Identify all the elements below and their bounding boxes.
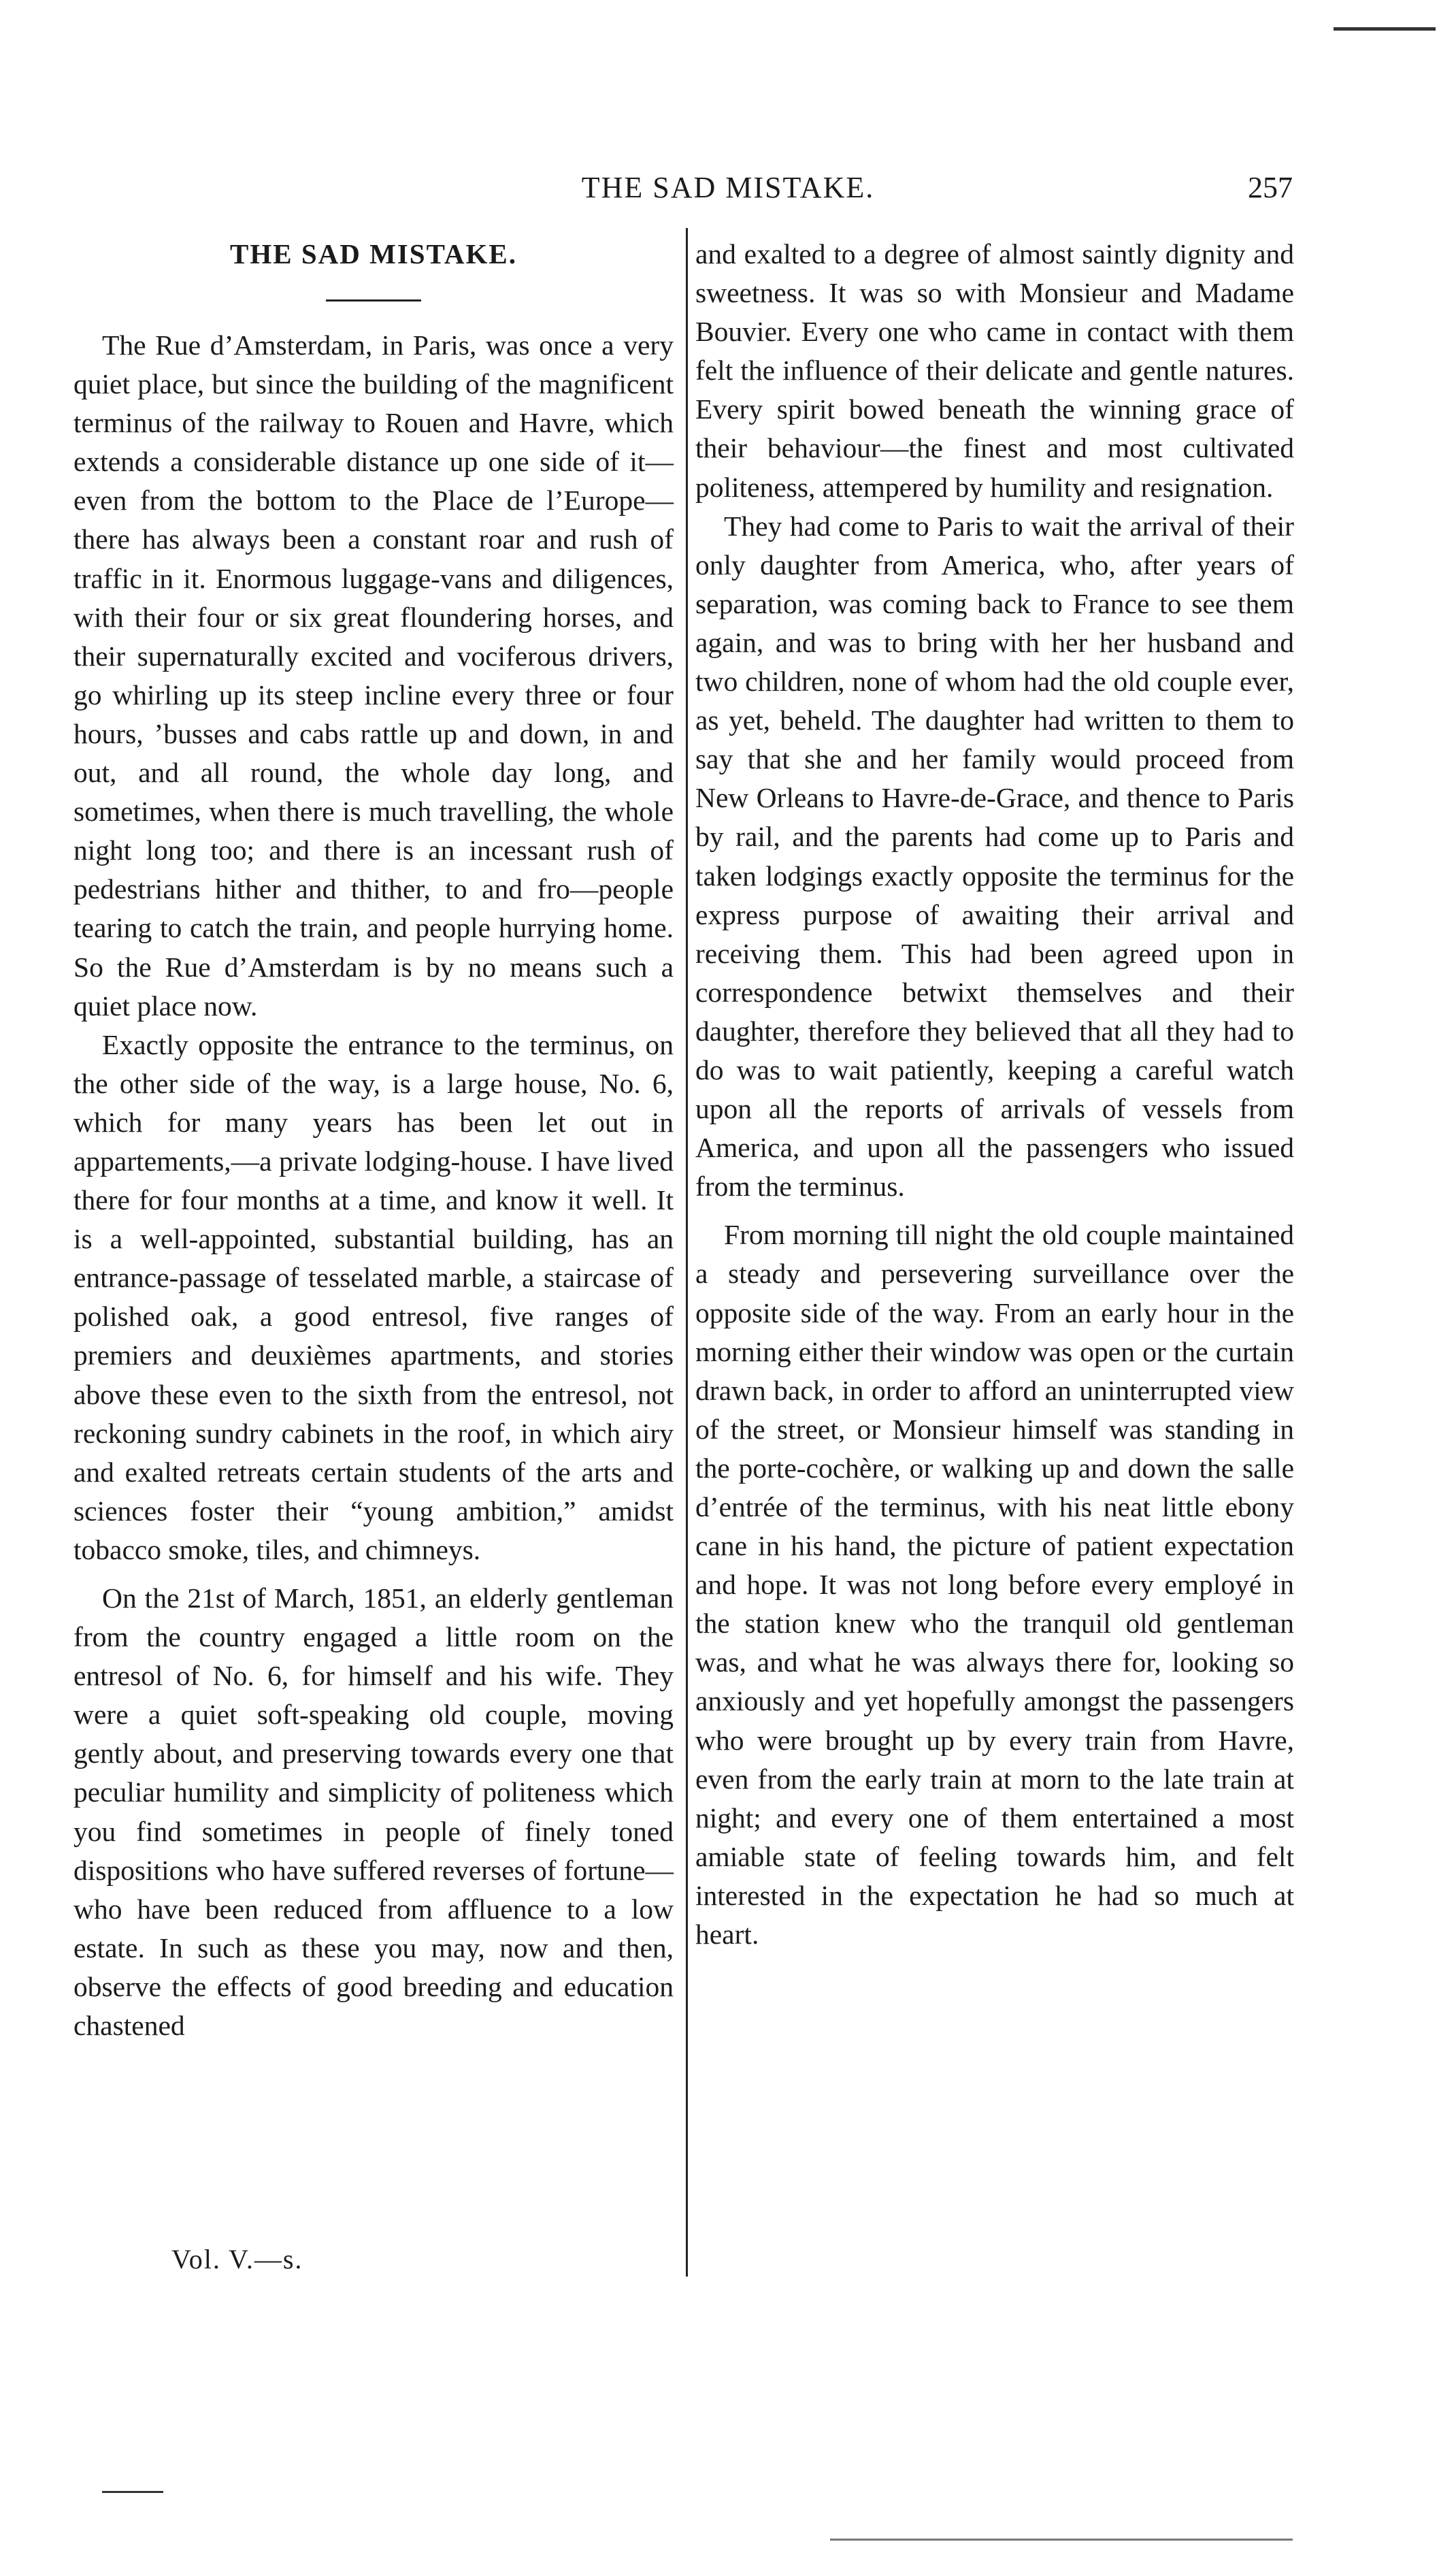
scan-smudge-top: [1334, 27, 1436, 31]
page-number: 257: [1248, 171, 1293, 204]
right-column: [695, 235, 1294, 1954]
paragraph-continued: and exalted to a degree of almost saintly dignity and sweetness. It was so with Monsieur and Madame Bouvier. Every one who came in contact with them felt the influence of their delicate and gentle natures. Every spirit bowed beneath the winning grace of their behaviour—the finest and most cultivated politeness, attempered by humility and resignation.: [695, 238, 1294, 503]
paragraph: On the 21st of March, 1851, an elderly gentleman from the country engaged a little room on the entresol of No. 6, for himself and his wife. They were a quiet soft-speaking old couple, moving gently about, and preserving towards every one that peculiar humility and simplicity of politeness which you find sometimes in people of finely toned dispositions who have suffered reverses of fortune—who have been reduced from affluence to a low estate. In such as these you may, now and then, observe the effects of good breeding and education chastened: [73, 1582, 674, 2042]
left-column: [73, 235, 674, 2045]
title-rule: [326, 299, 421, 301]
paragraph: Exactly opposite the entrance to the terminus, on the other side of the way, is a large house, No. 6, which for many years has been let out in appartements,—a private lodging-house. I have lived there for four months at a time, and know it well. It is a well-appointed, substantial building, has an entrance-passage of tesselated marble, a staircase of polished oak, a good entresol, five ranges of premiers and deuxièmes apartments, and stories above these even to the sixth from the entresol, not reckoning sundry cabinets in the roof, in which airy and exalted retreats certain students of the arts and sciences foster their “young ambition,” amidst tobacco smoke, tiles, and chimneys.: [73, 1028, 674, 1565]
paragraph: They had come to Paris to wait the arrival of their only daughter from America, who, after years of separation, was coming back to France to see them again, and was to bring with her her husband and two children, none of whom had the old couple ever, as yet, beheld. The daughter had written to them to say that she and her family would proceed from New Orleans to Havre-de-Grace, and thence to Paris by rail, and the parents had come up to Paris and taken lodgings exactly opposite the terminus for the express purpose of awaiting their arrival and receiving them. This had been agreed upon in correspondence betwixt themselves and their daughter, therefore they believed that all they had to do was to wait patiently, keeping a careful watch upon all the reports of arrivals of vessels from America, and upon all the passengers who issued from the terminus.: [695, 510, 1294, 1203]
scan-mark-bottom-right: [830, 2539, 1293, 2541]
article-title: THE SAD MISTAKE.: [230, 238, 517, 270]
paragraph: The Rue d’Amsterdam, in Paris, was once a very quiet place, but since the building of the magnificent terminus of the railway to Rouen and Havre, which extends a considerable distance up one side of it—even from the bottom to the Place de l’Europe—there has always been a constant roar and rush of traffic in it. Enormous luggage-vans and diligences, with their four or six great floundering horses, and their supernaturally excited and vociferous drivers, go whirling up its steep incline every three or four hours, ’busses and cabs rattle up and down, in and out, and all round, the whole day long, and sometimes, when there is much travelling, the whole night long too; and there is an incessant rush of pedestrians hither and thither, to and fro—people tearing to catch the train, and people hurrying home. So the Rue d’Amsterdam is by no means such a quiet place now.: [73, 329, 674, 1022]
running-head: [163, 170, 1293, 218]
paragraph: From morning till night the old couple maintained a steady and persevering surveillance over the opposite side of the way. From an early hour in the morning either their window was open or the curtain drawn back, in order to afford an uninterrupted view of the street, or Monsieur himself was standing in the porte-cochère, or walking up and down the salle d’entrée of the terminus, with his neat little ebony cane in his hand, the picture of patient expectation and hope. It was not long before every employé in the station knew who the tranquil old gentleman was, and what he was always there for, looking so anxiously and yet hopefully amongst the passengers who were brought up by every train from Havre, even from the early train at morn to the late train at night; and every one of them entertained a most amiable state of feeling towards him, and felt interested in the expectation he had so much at heart.: [695, 1219, 1294, 1951]
volume-signature: Vol. V.—s.: [171, 2244, 303, 2275]
running-title: THE SAD MISTAKE.: [581, 171, 875, 204]
column-divider: [686, 228, 688, 2277]
scan-mark-bottom-left: [102, 2491, 163, 2493]
